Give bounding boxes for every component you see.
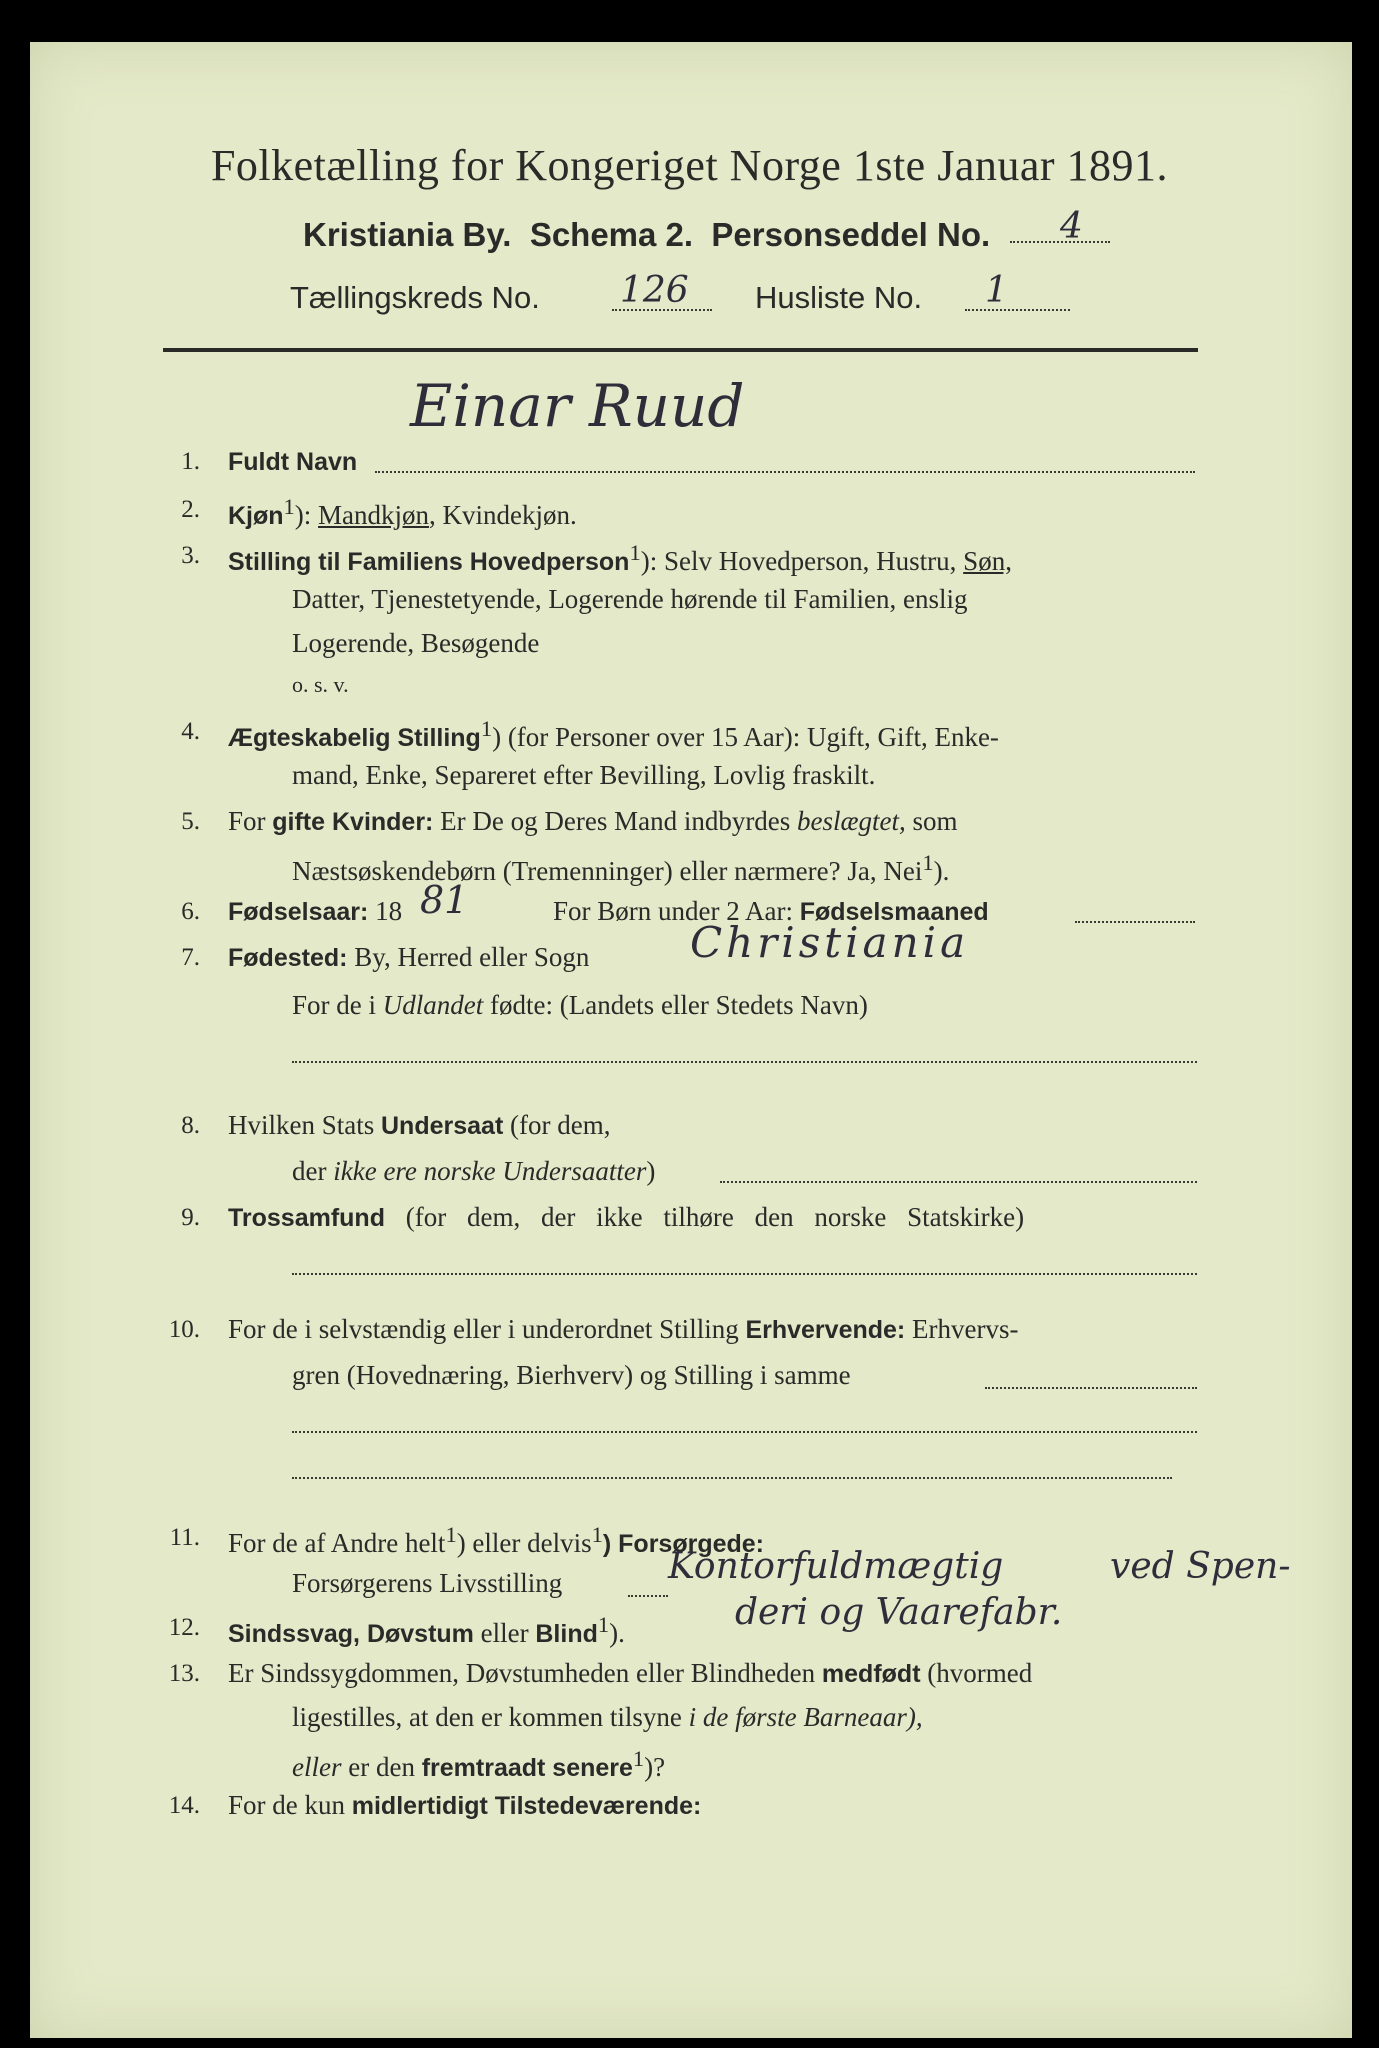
field-4-line-a: Ægteskabelig Stilling$^1$) (for Personer over 15 Aar): Ugift, Gift, Enke- [228,716,999,752]
field-10-line-a: For de i selvstændig eller i underordnet Stilling Erhvervende: Erhvervs- [228,1314,1019,1344]
field-10-number: 10. [168,1316,200,1343]
field-5-number: 5. [181,808,200,835]
field-8-line-a: Hvilken Stats Undersaat (for dem, [228,1110,611,1140]
field-5-line-a: For gifte Kvinder: Er De og Deres Mand indbyrdes beslægtet, som [228,806,958,836]
field-12-number: 12. [168,1614,200,1641]
personseddel-dots [1010,240,1110,243]
field-10-line-b: gren (Hovednæring, Bierhverv) og Stilling i samme [292,1360,851,1390]
gender-male-underlined: Mandkjøn [318,500,430,530]
field-8-dots [720,1180,1197,1183]
header-rule [163,348,1198,352]
birthplace-handwritten: Christiania [690,918,970,967]
field-4-line-b: mand, Enke, Separeret efter Bevilling, Lovlig fraskilt. [292,760,876,790]
field-1-number: 1. [181,448,200,475]
field-9-dots [292,1272,1197,1275]
field-11-line-b: Forsørgerens Livsstilling [292,1568,563,1598]
field-3-line-d: o. s. v. [292,672,349,697]
provider-occupation-handwritten-c: deri og Vaarefabr. [735,1592,1063,1633]
field-7-number: 7. [181,944,200,971]
husliste-dots [965,308,1070,311]
field-2-text: Kjøn$^1$): Mandkjøn, Kvindekjøn. [228,494,577,530]
field-1-dots [375,470,1195,473]
provider-occupation-handwritten-b: ved Spen- [1110,1546,1291,1587]
field-11-number: 11. [169,1524,200,1551]
husliste-label: Husliste No. [755,280,923,315]
kreds-label: Tællingskreds No. [290,280,540,315]
form-title: Folketælling for Kongeriget Norge 1ste Januar 1891. [210,141,1169,190]
provider-occupation-handwritten-a: Kontorfuldmægtig [668,1546,1004,1587]
field-1-label: Fuldt Navn [228,448,358,476]
field-11-line-a: For de af Andre helt$^1$) eller delvis$^1$) Forsørgede: [228,1522,765,1558]
field-11-dots [628,1594,668,1597]
husliste-number: 1 [985,270,1008,311]
personseddel-number: 4 [1060,206,1083,247]
field-9-line: Trossamfund (for dem, der ikke tilhøre den norske Statskirke) [228,1202,1025,1232]
field-13-line-c: eller er den fremtraadt senere$^1$)? [292,1746,666,1782]
field-13-number: 13. [168,1660,200,1687]
birth-year-handwritten: 81 [420,878,469,922]
field-7-line-b: For de i Udlandet fødte: (Landets eller Stedets Navn) [292,990,868,1020]
relation-son-underlined: Søn, [963,546,1012,576]
field-6-number: 6. [181,898,200,925]
field-10-dots-c [292,1476,1172,1479]
field-13-line-b: ligestilles, at den er kommen tilsyne i de første Barneaar), [292,1702,923,1732]
kreds-dots [612,308,712,311]
field-2-number: 2. [181,496,200,523]
field-8-line-b: der ikke ere norske Undersaatter) [292,1156,656,1186]
field-7-dots [292,1060,1197,1063]
full-name-handwritten: Einar Ruud [410,372,745,440]
field-14-number: 14. [168,1792,200,1819]
field-4-number: 4. [181,718,200,745]
field-10-dots-a [985,1386,1197,1389]
field-9-number: 9. [181,1204,200,1231]
field-10-dots-b [292,1430,1197,1433]
field-14-line-a: For de kun midlertidigt Tilstedeværende: [228,1790,702,1820]
field-3-number: 3. [181,542,200,569]
city-label: Kristiania By. Schema 2. Personseddel No. [303,216,991,253]
field-6-line: Fødselsaar: 18 [228,896,403,926]
field-3-line-a: Stilling til Familiens Hovedperson$^1$): Selv Hovedperson, Hustru, Søn, [228,540,1012,576]
field-3-line-b: Datter, Tjenestetyende, Logerende hørende til Familien, enslig [292,584,968,614]
kreds-number: 126 [620,270,689,311]
field-6-dots [1075,920,1195,923]
field-13-line-a: Er Sindssygdommen, Døvstumheden eller Blindheden medfødt (hvormed [228,1658,1033,1688]
census-form-sheet [30,42,1352,2038]
field-12-line: Sindssvag, Døvstum eller Blind$^1$). [228,1612,625,1648]
field-7-line-a: Fødested: By, Herred eller Sogn [228,942,590,972]
field-3-line-c: Logerende, Besøgende [292,628,540,658]
field-5-line-b: Næstsøskendebørn (Tremenninger) eller nærmere? Ja, Nei$^1$). [292,850,950,886]
field-6-text: For Børn under 2 Aar: Fødselsmaaned [553,896,989,926]
field-8-number: 8. [181,1112,200,1139]
